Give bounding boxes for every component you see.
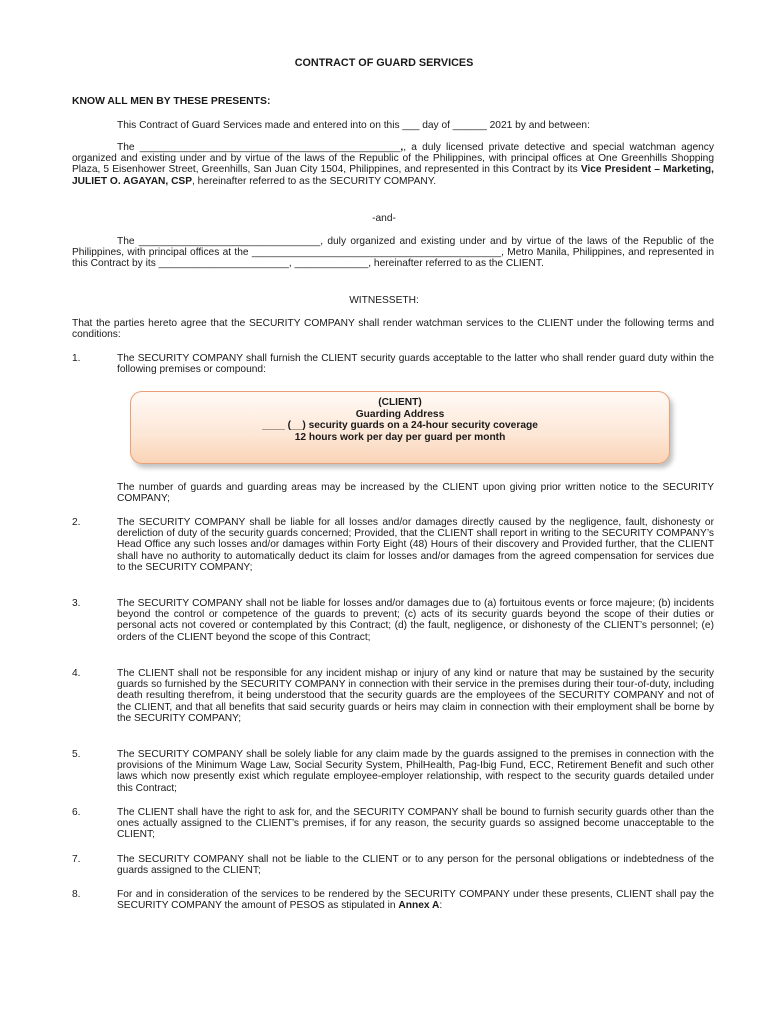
- intro-paragraph: This Contract of Guard Services made and entered into on this ___ day of ______ 2021 by and between:: [117, 120, 590, 131]
- item-text: The SECURITY COMPANY shall be solely liable for any claim made by the guards assigned to the premises in connection with the provisions of the Minimum Wage Law, Social Security System, PhilHealth, Pag-Ibig Fund, ECC, Retirement Benefit and such other laws which now presently exist which regulate employee-employer relationship, with respect to the security guards detailed under this Contract;: [117, 749, 714, 794]
- item-number: 5.: [72, 749, 81, 760]
- item-text: The CLIENT shall not be responsible for any incident mishap or injury of any kind or nature that may be sustained by the security guards so furnished by the SECURITY COMPANY in connection with their service in the premises during their tour-of-duty, including death resulting therefrom, it being understood that the security guards are the employees of the SECURITY COMPANY and not of the CLIENT, and that all benefits that said security guards or heirs may claim in connection with their employment shall be borne by the SECURITY COMPANY;: [117, 668, 714, 724]
- item-number: 3.: [72, 598, 81, 609]
- party1-text-a: The ______________________________________________: [117, 142, 401, 153]
- party1-paragraph: [72, 142, 714, 187]
- item-text: The SECURITY COMPANY shall not be liable for losses and/or damages due to (a) fortuitous events or force majeure; (b) incidents beyond the control or competence of the guards to prevent; (c) acts of its security guards beyond the scope of their duties or personal acts not covered or contemplated by this Contract; (d) the fault, negligence, or dishonesty of the CLIENT’s personnel; (e) orders of the CLIENT beyond the scope of this Contract;: [117, 598, 714, 643]
- item-number: 2.: [72, 517, 81, 528]
- item8-text: For and in consideration of the services to be rendered by the SECURITY COMPANY under these presents, CLIENT shall pay the SECURITY COMPANY the amount of PESOS as stipulated in: [117, 889, 714, 912]
- item-number: 6.: [72, 807, 81, 818]
- item-number: 8.: [72, 889, 81, 900]
- item-text: The CLIENT shall have the right to ask for, and the SECURITY COMPANY shall be bound to furnish security guards other than the ones actually assigned to the CLIENT’s premises, if for any reason, the security guards so assigned become unacceptable to the CLIENT;: [117, 807, 714, 841]
- item-text: The SECURITY COMPANY shall be liable for all losses and/or damages directly caused by the negligence, fault, dishonesty or dereliction of duty of the security guards concerned; Provided, that the CLIENT shall report in writing to the SECURITY COMPANY’s Head Office any such losses and/or damages within Forty Eight (48) Hours of their discovery and Provided further, that the CLIENT shall have no authority to automatically deduct its claim for losses and/or damages from the agreed compensation for services due to the SECURITY COMPANY;: [117, 517, 714, 573]
- box-guarding-address: Guarding Address: [355, 408, 445, 420]
- box-work-hours: 12 hours work per day per guard per month: [294, 431, 506, 443]
- party1-text-c: , hereinafter referred to as the SECURITY COMPANY.: [192, 175, 437, 187]
- preamble-paragraph: That the parties hereto agree that the SECURITY COMPANY shall render watchman services to the CLIENT under the following terms and conditions:: [72, 318, 714, 341]
- item-number: 4.: [72, 668, 81, 679]
- document-title: CONTRACT OF GUARD SERVICES: [294, 57, 474, 69]
- document-heading: KNOW ALL MEN BY THESE PRESENTS:: [72, 96, 271, 107]
- annex-reference: Annex A: [398, 900, 440, 912]
- item-text: The SECURITY COMPANY shall not be liable to the CLIENT or to any person for the personal obligations or indebtedness of the guards assigned to the CLIENT;: [117, 854, 714, 877]
- box-guard-count: ____ (__) security guards on a 24-hour security coverage: [262, 420, 538, 432]
- party2-paragraph: The ________________________________, duly organized and existing under and by virtue of the laws of the Republic of the Philippines, with principal offices at the ____________________________________________, Metro Manila, Philippines, and represented in this Contract by its _______________________, _____________, hereinafter referred to as the CLIENT.: [72, 236, 714, 270]
- party1-comma: ,: [400, 142, 404, 153]
- item-text: The number of guards and guarding areas may be increased by the CLIENT upon giving prior written notice to the SECURITY COMPANY;: [117, 482, 714, 505]
- item8-tail: :: [439, 900, 443, 912]
- guarding-address-box: [130, 391, 670, 464]
- item-number: 7.: [72, 854, 81, 865]
- item-text: [117, 889, 714, 911]
- and-separator: -and-: [372, 213, 396, 224]
- box-client-label: (CLIENT): [378, 397, 422, 408]
- item-number: 1.: [72, 353, 81, 364]
- item-text: The SECURITY COMPANY shall furnish the CLIENT security guards acceptable to the latter who shall render guard duty within the following premises or compound:: [117, 353, 714, 376]
- party1-representative: Vice President – Marketing, JULIET O. AGAYAN, CSP: [72, 164, 714, 187]
- party1-text-b: , a duly licensed private detective and special watchman agency organized and existing under and by virtue of the laws of the Republic of the Philippines, with principal offices at One Greenhills Shopping Plaza, 5 Eisenhower Street, Greenhills, San Juan City 1504, Philippines, and represented in this Contract by its: [72, 142, 714, 176]
- witnesseth-heading: WITNESSETH:: [349, 295, 419, 306]
